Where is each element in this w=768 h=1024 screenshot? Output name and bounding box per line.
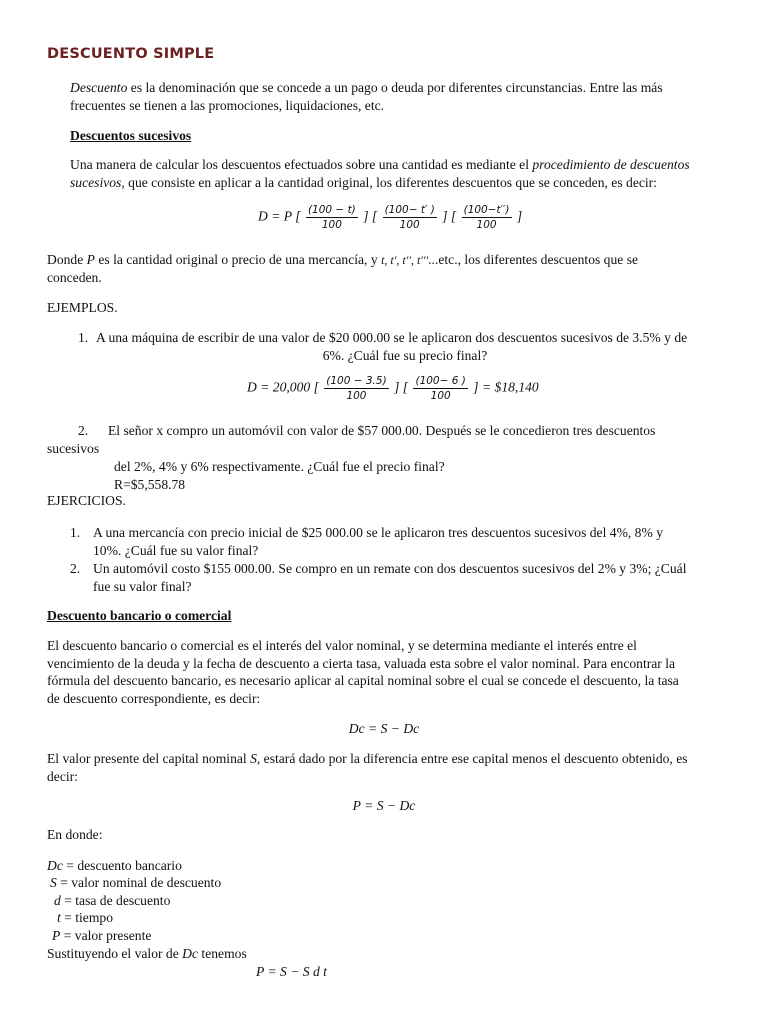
- intro-line-2: frecuentes se tienen a las promociones, liquidaciones, etc.: [70, 98, 385, 113]
- donde-text-b: es la cantidad original o precio de una mercancía, y: [94, 252, 382, 267]
- sustituyendo-symbol: Dc: [182, 946, 199, 961]
- sucesivos-line-2: [70, 174, 657, 192]
- definition-d: [54, 892, 170, 910]
- valor-presente-line-2: decir:: [47, 769, 78, 784]
- formula-final: P = S − S d t: [256, 964, 327, 979]
- formula-result: ] = $18,140: [473, 379, 539, 395]
- definition-t: [57, 909, 113, 927]
- sucesivos-text-1b: procedimiento de descuentos: [532, 157, 690, 172]
- valor-presente-text-a: El valor presente del capital nominal: [47, 751, 251, 766]
- heading-ejemplos: EJEMPLOS.: [47, 300, 118, 315]
- donde-line-1: [47, 251, 638, 270]
- ejemplo-1-number: 1.: [78, 330, 89, 345]
- page-title: DESCUENTO SIMPLE: [47, 46, 215, 62]
- donde-text-c: ...etc., los diferentes descuentos que se: [428, 252, 639, 267]
- ejercicio-2-number: 2.: [70, 561, 81, 576]
- ejercicio-2-line-1: Un automóvil costo $155 000.00. Se compro en un remate con dos descuentos sucesivos del 2% y 3%; ¿Cuál: [93, 561, 687, 576]
- heading-descuento-bancario: Descuento bancario o comercial: [47, 608, 232, 623]
- formula-bracket: ] [: [442, 208, 457, 224]
- heading-descuentos-sucesivos: Descuentos sucesivos: [70, 128, 192, 143]
- fraction-numerator: (100−t′′): [463, 204, 510, 216]
- ejemplo-2-line-3: del 2%, 4% y 6% respectivamente. ¿Cuál fue el precio final?: [114, 459, 445, 474]
- formula-fraction-3: [462, 203, 512, 232]
- formula-descuentos-sucesivos: [258, 203, 522, 232]
- formula-fraction-1: [324, 374, 388, 403]
- ejemplo-2-line-1: El señor x compro un automóvil con valor de $57 000.00. Después se le concedieron tres descuentos: [108, 423, 656, 438]
- ejemplo-1-line-2: 6%. ¿Cuál fue su precio final?: [322, 348, 488, 363]
- formula-fraction-2: [413, 374, 467, 403]
- fraction-numerator: (100 − t): [307, 204, 356, 216]
- en-donde-label: En donde:: [47, 827, 103, 842]
- formula-fraction-2: [383, 203, 437, 232]
- fraction-denominator: 100: [476, 219, 497, 231]
- donde-line-2: conceden.: [47, 270, 102, 285]
- formula-p: P = S − Dc: [352, 798, 416, 813]
- donde-text-a: Donde: [47, 252, 87, 267]
- definition-text: = valor presente: [60, 928, 152, 943]
- fraction-denominator: 100: [321, 219, 342, 231]
- fraction-numerator: (100− 6 ): [415, 375, 466, 387]
- formula-bracket: ] [: [363, 208, 378, 224]
- ejercicio-2-line-2: fue su valor final?: [93, 579, 192, 594]
- definition-text: = valor nominal de descuento: [56, 875, 222, 890]
- heading-ejercicios: EJERCICIOS.: [47, 493, 126, 508]
- definition-text: = tasa de descuento: [60, 893, 171, 908]
- definition-text: = descuento bancario: [62, 858, 182, 873]
- donde-symbol-p: P: [86, 252, 95, 267]
- definition-s: [50, 874, 221, 892]
- formula-dc: Dc = S − Dc: [348, 721, 420, 736]
- fraction-numerator: (100− t′ ): [384, 204, 435, 216]
- ejemplo-2-number: 2.: [78, 423, 89, 438]
- sucesivos-text-2b: que consiste en aplicar a la cantidad original, los diferentes descuentos que se conceden, es decir:: [124, 175, 657, 190]
- definition-dc: [47, 857, 182, 875]
- sucesivos-text-2a: sucesivos,: [70, 175, 125, 190]
- sustituyendo-text-b: tenemos: [198, 946, 247, 961]
- ejemplo-2-line-2: sucesivos: [47, 441, 100, 456]
- fraction-numerator: (100 − 3.5): [326, 375, 387, 387]
- bancario-line-3: fórmula del descuento bancario, es necesario aplicar al capital nominal sobre el cual se concede el descuento, la tasa: [47, 673, 679, 688]
- bancario-line-2: vencimiento de la deuda y la fecha de descuento a cierta tasa, valuada esta sobre el valor nominal. Para encontrar la: [47, 656, 676, 671]
- formula-ejemplo-1: [247, 374, 539, 403]
- fraction-denominator: 100: [430, 390, 451, 402]
- formula-fraction-1: [306, 203, 358, 232]
- valor-presente-text-b: , estará dado por la diferencia entre ese capital menos el descuento obtenido, es: [256, 751, 688, 766]
- ejercicio-1-line-2: 10%. ¿Cuál fue su valor final?: [93, 543, 259, 558]
- definition-symbol: P: [52, 928, 61, 943]
- definition-symbol: d: [54, 893, 61, 908]
- sustituyendo-text-a: Sustituyendo el valor de: [47, 946, 183, 961]
- sucesivos-line-1: [70, 156, 690, 174]
- definition-symbol: Dc: [47, 858, 63, 873]
- formula-bracket: ] [: [394, 379, 409, 395]
- donde-symbols-t: t, t′, t′′, t′′′: [381, 253, 429, 267]
- sucesivos-text-1a: Una manera de calcular los descuentos efectuados sobre una cantidad es mediante el: [70, 157, 533, 172]
- sustituyendo-line: [47, 945, 247, 963]
- formula-lhs: D = 20,000 [: [247, 379, 319, 395]
- valor-presente-line-1: [47, 750, 688, 768]
- intro-text-1: es la denominación que se concede a un pago o deuda por diferentes circunstancias. Entre las más: [127, 80, 663, 95]
- bancario-line-4: de descuento correspondiente, es decir:: [47, 691, 261, 706]
- definition-p: [52, 927, 151, 945]
- ejemplo-1-line-1: A una máquina de escribir de una valor de $20 000.00 se le aplicaron dos descuentos sucesivos de 3.5% y de: [96, 330, 688, 345]
- intro-line-1: [70, 79, 663, 97]
- fraction-denominator: 100: [399, 219, 420, 231]
- definition-symbol: t: [57, 910, 61, 925]
- ejercicio-1-number: 1.: [70, 525, 81, 540]
- formula-bracket: ]: [516, 208, 523, 224]
- ejemplo-2-answer: R=$5,558.78: [114, 477, 186, 492]
- intro-term: Descuento: [70, 80, 128, 95]
- valor-presente-symbol-s: S: [250, 751, 257, 766]
- bancario-line-1: El descuento bancario o comercial es el interés del valor nominal, y se determina mediante el interés entre el: [47, 638, 637, 653]
- definition-symbol: S: [50, 875, 57, 890]
- ejercicio-1-line-1: A una mercancía con precio inicial de $25 000.00 se le aplicaron tres descuentos sucesivos del 4%, 8% y: [93, 525, 664, 540]
- definition-text: = tiempo: [60, 910, 113, 925]
- formula-lhs: D = P [: [258, 208, 301, 224]
- fraction-denominator: 100: [346, 390, 367, 402]
